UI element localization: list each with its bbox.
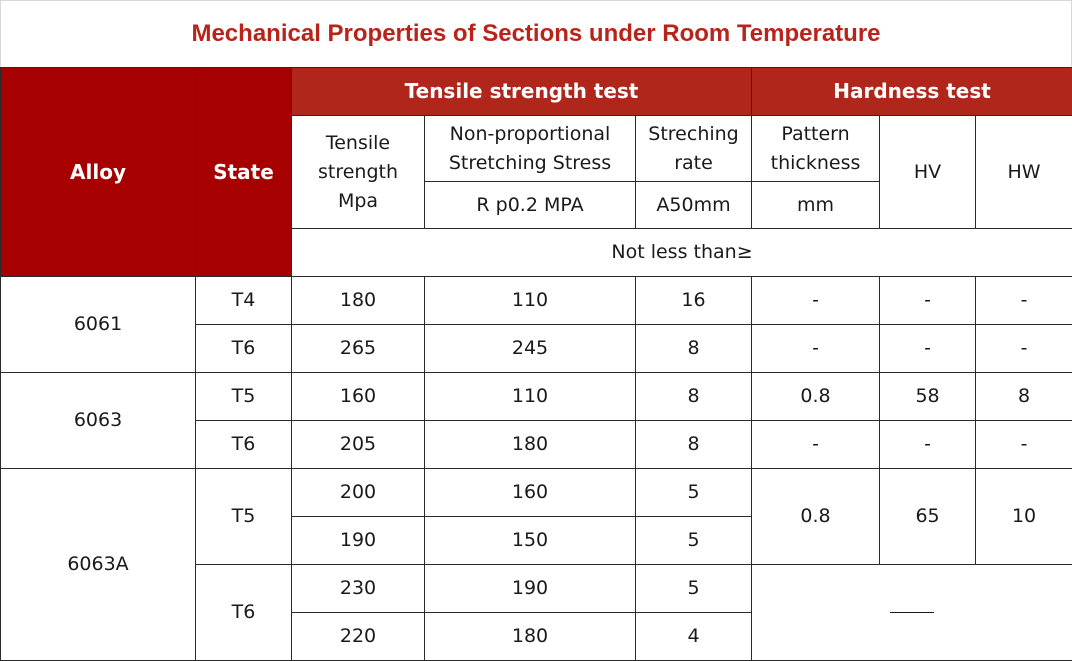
pattern-cell: - bbox=[752, 421, 880, 469]
streching-cell: 16 bbox=[636, 277, 752, 325]
header-streching bbox=[636, 116, 752, 182]
header-not-less-than: Not less than≥ bbox=[292, 229, 1072, 277]
header-nonprop-line2: Stretching Stress bbox=[448, 151, 612, 174]
pattern-cell: - bbox=[752, 325, 880, 373]
tensile-cell: 190 bbox=[292, 517, 425, 565]
state-cell: T6 bbox=[196, 325, 292, 373]
header-hv: HV bbox=[880, 116, 976, 229]
hv-cell: - bbox=[880, 421, 976, 469]
alloy-cell: 6061 bbox=[1, 277, 196, 373]
header-streching-line1: Streching bbox=[648, 122, 739, 145]
nonprop-cell: 160 bbox=[425, 469, 636, 517]
tensile-cell: 160 bbox=[292, 373, 425, 421]
page-title: Mechanical Properties of Sections under Room Temperature bbox=[191, 20, 881, 47]
state-cell: T5 bbox=[196, 469, 292, 565]
header-nonprop bbox=[425, 116, 636, 182]
state-cell: T5 bbox=[196, 373, 292, 421]
hv-cell: 58 bbox=[880, 373, 976, 421]
state-cell: T6 bbox=[196, 565, 292, 661]
streching-cell: 8 bbox=[636, 325, 752, 373]
pattern-cell: 0.8 bbox=[752, 373, 880, 421]
hv-cell: - bbox=[880, 277, 976, 325]
hw-cell: 10 bbox=[976, 469, 1072, 565]
alloy-cell: 6063A bbox=[1, 469, 196, 661]
header-state: State bbox=[196, 68, 292, 277]
nonprop-cell: 180 bbox=[425, 613, 636, 661]
nonprop-cell: 150 bbox=[425, 517, 636, 565]
header-pattern bbox=[752, 116, 880, 182]
title-bar bbox=[0, 0, 1072, 67]
header-streching-line2: rate bbox=[674, 151, 713, 174]
properties-table bbox=[0, 67, 1072, 661]
nonprop-cell: 110 bbox=[425, 373, 636, 421]
tensile-cell: 265 bbox=[292, 325, 425, 373]
header-tensile-group: Tensile strength test bbox=[292, 68, 752, 116]
header-pattern-unit: mm bbox=[752, 182, 880, 229]
alloy-cell: 6063 bbox=[1, 373, 196, 469]
streching-cell: 5 bbox=[636, 565, 752, 613]
hardness-na-cell bbox=[752, 565, 1072, 661]
header-tensile-strength bbox=[292, 116, 425, 229]
table-row bbox=[1, 277, 1072, 325]
hv-cell: 65 bbox=[880, 469, 976, 565]
state-cell: T4 bbox=[196, 277, 292, 325]
tensile-cell: 230 bbox=[292, 565, 425, 613]
nonprop-cell: 180 bbox=[425, 421, 636, 469]
state-cell: T6 bbox=[196, 421, 292, 469]
table-row bbox=[1, 469, 1072, 517]
header-nonprop-unit: R p0.2 MPA bbox=[425, 182, 636, 229]
hw-cell: 8 bbox=[976, 373, 1072, 421]
streching-cell: 5 bbox=[636, 469, 752, 517]
table-row bbox=[1, 373, 1072, 421]
header-tensile-strength-unit: Mpa bbox=[337, 189, 379, 212]
header-hardness-group: Hardness test bbox=[752, 68, 1072, 116]
nonprop-cell: 190 bbox=[425, 565, 636, 613]
nonprop-cell: 245 bbox=[425, 325, 636, 373]
hv-cell: - bbox=[880, 325, 976, 373]
header-nonprop-line1: Non-proportional bbox=[449, 122, 611, 145]
pattern-cell: - bbox=[752, 277, 880, 325]
streching-cell: 8 bbox=[636, 373, 752, 421]
header-streching-unit: A50mm bbox=[636, 182, 752, 229]
hw-cell: - bbox=[976, 277, 1072, 325]
streching-cell: 5 bbox=[636, 517, 752, 565]
streching-cell: 8 bbox=[636, 421, 752, 469]
header-pattern-line1: Pattern bbox=[781, 122, 850, 145]
hw-cell: - bbox=[976, 325, 1072, 373]
header-hw: HW bbox=[976, 116, 1072, 229]
tensile-cell: 180 bbox=[292, 277, 425, 325]
hw-cell: - bbox=[976, 421, 1072, 469]
header-tensile-strength-line2: strength bbox=[317, 160, 399, 183]
tensile-cell: 220 bbox=[292, 613, 425, 661]
streching-cell: 4 bbox=[636, 613, 752, 661]
nonprop-cell: 110 bbox=[425, 277, 636, 325]
tensile-cell: 205 bbox=[292, 421, 425, 469]
header-alloy: Alloy bbox=[1, 68, 196, 277]
header-pattern-line2: thickness bbox=[770, 151, 861, 174]
tensile-cell: 200 bbox=[292, 469, 425, 517]
pattern-cell: 0.8 bbox=[752, 469, 880, 565]
not-applicable-dash bbox=[890, 612, 934, 613]
header-tensile-strength-line1: Tensile bbox=[325, 131, 391, 154]
